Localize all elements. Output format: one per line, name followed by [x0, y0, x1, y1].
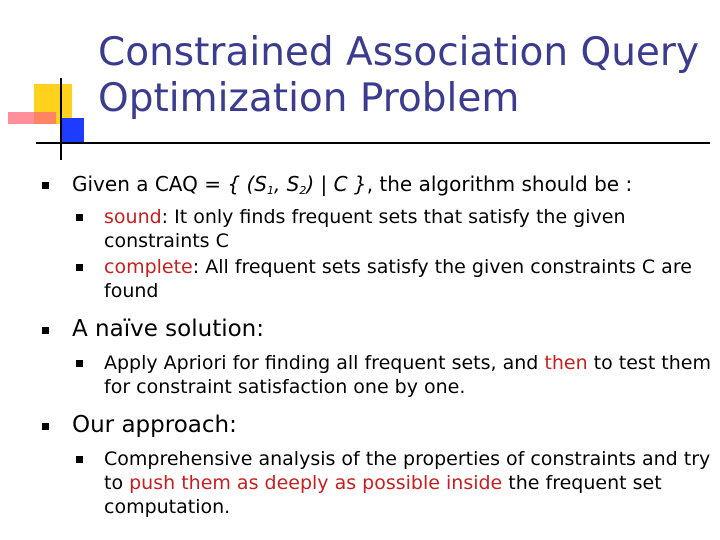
keyword-sound: sound [104, 206, 162, 228]
square-bullet-icon [76, 360, 83, 367]
square-bullet-icon [42, 327, 49, 334]
decor-horizontal-line [36, 142, 710, 144]
bullet-given-caq: Given a CAQ = { ($S_1$, $S_2$) | C }, the algorithm should be : [40, 172, 720, 203]
slide-content [40, 172, 720, 519]
title-line-2: Optimization Problem [98, 76, 520, 121]
decor-vertical-line [60, 78, 62, 160]
square-bullet-icon [42, 182, 49, 189]
sub-bullet-apply-apriori: Apply Apriori for finding all frequent sets, and then to test them for constraint satisfaction one by one. [40, 351, 720, 399]
decor-pink-bar [8, 112, 56, 124]
decor-blue-square [60, 118, 84, 142]
square-bullet-icon [76, 264, 83, 271]
square-bullet-icon [76, 456, 83, 463]
bullet-naive-solution: A naïve solution: [40, 315, 720, 343]
sub-bullet-complete: complete: All frequent sets satisfy the given constraints C are found [40, 255, 720, 303]
square-bullet-icon [76, 214, 83, 221]
bullet-our-approach: Our approach: [40, 411, 720, 439]
caq-formula: = { ($S_1$, $S_2$) | C } [197, 172, 367, 197]
square-bullet-icon [42, 423, 49, 430]
keyword-complete: complete [104, 256, 193, 278]
sub-bullet-sound: sound: It only finds frequent sets that satisfy the given constraints C [40, 205, 720, 253]
title-line-1: Constrained Association Query [98, 30, 700, 75]
sub-bullet-comprehensive-analysis: Comprehensive analysis of the properties of constraints and try to push them as deeply as possible inside the frequent set computation. [40, 447, 720, 519]
slide-title [98, 30, 708, 122]
